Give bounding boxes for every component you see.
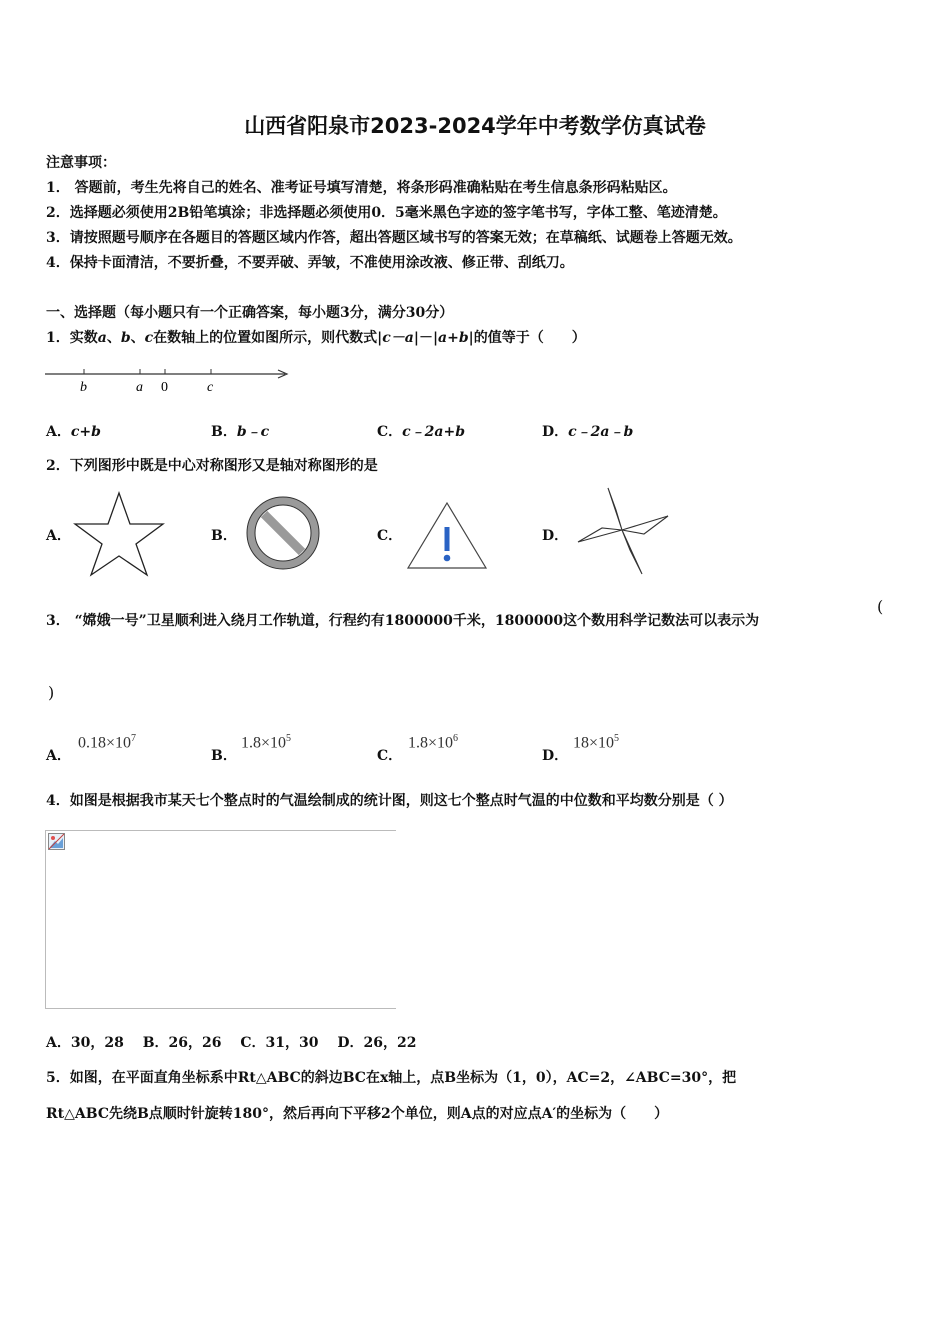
pinwheel-icon — [578, 488, 668, 574]
q3-option-a-value: $0.18\times 10^7$ — [78, 733, 137, 752]
q1-option-a[interactable]: A．c+b — [46, 424, 101, 440]
q2-option-b[interactable]: B． — [211, 528, 237, 544]
exclamation-dot — [444, 555, 451, 562]
notice-item: 3．请按照题号顺序在各题目的答题区域内作答，超出答题区域书写的答案无效；在草稿纸、试题卷上答题无效。 — [46, 230, 742, 246]
q3-option-b-letter[interactable]: B． — [211, 748, 237, 764]
answer-open-paren: ( — [877, 597, 884, 616]
broken-image-placeholder — [45, 830, 396, 1009]
notice-heading: 注意事项： — [46, 155, 116, 171]
q1-option-c[interactable]: C．c﹣2a+b — [377, 424, 466, 440]
q3-option-d-value: $18\times 10^5$ — [573, 733, 620, 752]
q3-option-c-letter[interactable]: C． — [377, 748, 403, 764]
notice-item: 1． 答题前，考生先将自己的姓名、准考证号填写清楚，将条形码准确粘贴在考生信息条形码粘贴区。 — [46, 180, 677, 196]
pinwheel-figure — [574, 484, 672, 578]
answer-close-paren: ) — [48, 683, 55, 702]
q2-option-d[interactable]: D． — [542, 528, 569, 544]
q4-options[interactable]: A．30，28 B．26，26 C．31，30 D．26，22 — [46, 1035, 417, 1051]
number-line-figure — [40, 360, 300, 396]
notice-item: 4．保持卡面清洁，不要折叠，不要弄破、弄皱，不准使用涂改液、修正带、刮纸刀。 — [46, 255, 574, 271]
section-heading: 一、选择题（每小题只有一个正确答案，每小题3分，满分30分） — [46, 305, 454, 321]
question-1-stem: 1．实数a、b、c在数轴上的位置如图所示，则代数式|c－a|－|a+b|的值等于（ ） — [46, 330, 586, 346]
axis-label-a: a — [136, 380, 143, 395]
exclamation-bar — [445, 527, 450, 551]
q1-option-d[interactable]: D．c﹣2a﹣b — [542, 424, 634, 440]
broken-image-icon — [48, 833, 66, 851]
question-5-stem-line2: Rt△ABC先绕B点顺时针旋转180°，然后再向下平移2个单位，则A点的对应点A′的坐标为（ ） — [46, 1106, 669, 1122]
q3-option-b-value: $1.8\times 10^5$ — [241, 733, 292, 752]
axis-label-c: c — [207, 380, 214, 395]
q1-option-b[interactable]: B．b﹣c — [211, 424, 270, 440]
q3-option-d-letter[interactable]: D． — [542, 748, 569, 764]
axis-label-b: b — [80, 380, 87, 395]
q3-option-a-letter[interactable]: A． — [46, 748, 71, 764]
q2-option-c[interactable]: C． — [377, 528, 403, 544]
q3-option-c-value: $1.8\times 10^6$ — [408, 733, 459, 752]
star-figure — [72, 490, 166, 578]
question-2-stem: 2．下列图形中既是中心对称图形又是轴对称图形的是 — [46, 458, 378, 474]
notice-item: 2．选择题必须使用2B铅笔填涂；非选择题必须使用0．5毫米黑色字迹的签字笔书写，字体工整、笔迹清楚。 — [46, 205, 727, 221]
question-4-stem: 4．如图是根据我市某天七个整点时的气温绘制成的统计图，则这七个整点时气温的中位数和平均数分别是（ ） — [46, 793, 733, 809]
question-3-stem: 3． “嫦娥一号”卫星顺利进入绕月工作轨道，行程约有1800000千米，1800000这个数用科学记数法可以表示为 — [46, 613, 760, 629]
star-icon — [75, 493, 163, 575]
exam-title: 山西省阳泉市2023-2024学年中考数学仿真试卷 — [244, 114, 706, 138]
axis-label-zero: 0 — [161, 380, 168, 395]
question-5-stem-line1: 5．如图，在平面直角坐标系中Rt△ABC的斜边BC在x轴上，点B坐标为（1，0），AC=2，∠ABC=30°，把 — [46, 1070, 737, 1086]
prohibition-sign-figure — [242, 494, 324, 572]
warning-triangle-figure — [405, 500, 489, 572]
q2-option-a[interactable]: A． — [46, 528, 71, 544]
